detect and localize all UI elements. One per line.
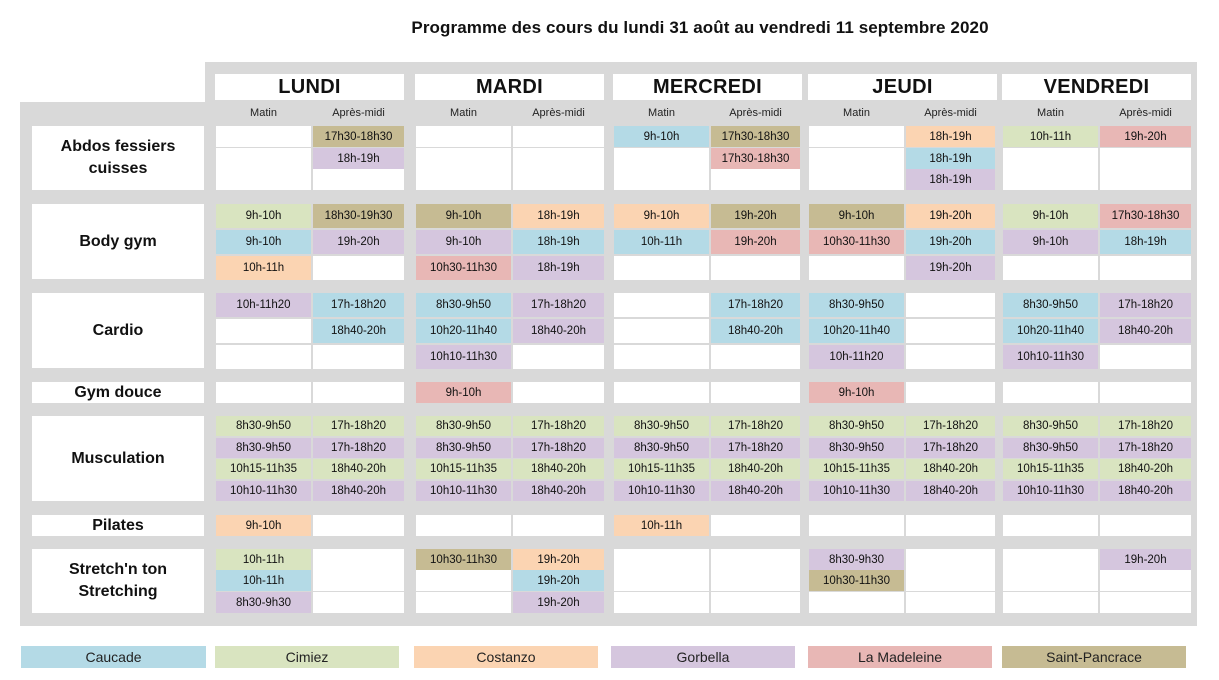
empty-cell xyxy=(906,382,995,403)
session-cell: 8h30-9h50 xyxy=(1003,438,1098,458)
empty-cell xyxy=(1100,345,1191,369)
empty-cell xyxy=(711,515,800,536)
subheader-apres-midi: Après-midi xyxy=(332,107,385,119)
session-cell: 18h-19h xyxy=(906,169,995,190)
session-cell: 10h30-11h30 xyxy=(809,570,904,591)
session-cell: 17h-18h20 xyxy=(513,438,604,458)
session-cell: 17h-18h20 xyxy=(1100,438,1191,458)
legend-item-saint-pancrace: Saint-Pancrace xyxy=(1002,646,1186,668)
empty-cell xyxy=(1003,256,1098,280)
empty-cell xyxy=(1003,549,1098,570)
empty-cell xyxy=(614,256,709,280)
session-cell: 10h20-11h40 xyxy=(416,319,511,343)
empty-cell xyxy=(1100,592,1191,613)
session-cell: 8h30-9h50 xyxy=(614,416,709,436)
session-cell: 8h30-9h50 xyxy=(416,293,511,317)
legend-item-costanzo: Costanzo xyxy=(414,646,598,668)
session-cell: 19h-20h xyxy=(513,592,604,613)
session-cell: 17h-18h20 xyxy=(711,438,800,458)
page-title: Programme des cours du lundi 31 août au vendredi 11 septembre 2020 xyxy=(411,18,989,37)
session-cell: 10h30-11h30 xyxy=(809,230,904,254)
session-cell: 19h-20h xyxy=(313,230,404,254)
session-cell: 18h-19h xyxy=(513,256,604,280)
empty-cell xyxy=(711,549,800,570)
empty-cell xyxy=(711,570,800,591)
subheader-apres-midi: Après-midi xyxy=(924,107,977,119)
session-cell: 9h-10h xyxy=(1003,204,1098,228)
empty-cell xyxy=(1100,570,1191,591)
session-cell: 18h40-20h xyxy=(711,481,800,501)
empty-cell xyxy=(614,549,709,570)
category-label: Stretch'n ton Stretching xyxy=(32,549,204,613)
session-cell: 10h-11h xyxy=(614,515,709,536)
session-cell: 18h40-20h xyxy=(1100,481,1191,501)
session-cell: 10h15-11h35 xyxy=(1003,459,1098,479)
empty-cell xyxy=(1100,148,1191,169)
session-cell: 17h30-18h30 xyxy=(711,126,800,147)
empty-cell xyxy=(216,382,311,403)
session-cell: 10h10-11h30 xyxy=(416,481,511,501)
session-cell: 9h-10h xyxy=(809,204,904,228)
session-cell: 9h-10h xyxy=(216,230,311,254)
legend-item-caucade: Caucade xyxy=(21,646,206,668)
session-cell: 10h15-11h35 xyxy=(416,459,511,479)
session-cell: 10h30-11h30 xyxy=(416,549,511,570)
session-cell: 19h-20h xyxy=(906,256,995,280)
empty-cell xyxy=(1003,382,1098,403)
empty-cell xyxy=(614,570,709,591)
empty-cell xyxy=(614,382,709,403)
empty-cell xyxy=(416,169,511,190)
empty-cell xyxy=(313,256,404,280)
legend-item-la-madeleine: La Madeleine xyxy=(808,646,992,668)
empty-cell xyxy=(614,592,709,613)
session-cell: 18h-19h xyxy=(513,230,604,254)
empty-cell xyxy=(809,126,904,147)
session-cell: 17h-18h20 xyxy=(906,416,995,436)
session-cell: 10h10-11h30 xyxy=(809,481,904,501)
empty-cell xyxy=(513,345,604,369)
subheader-apres-midi: Après-midi xyxy=(1119,107,1172,119)
session-cell: 9h-10h xyxy=(216,515,311,536)
session-cell: 18h40-20h xyxy=(313,481,404,501)
empty-cell xyxy=(216,126,311,147)
empty-cell xyxy=(906,592,995,613)
empty-cell xyxy=(809,592,904,613)
day-header-4: JEUDI xyxy=(808,74,997,100)
legend-item-cimiez: Cimiez xyxy=(215,646,399,668)
subheader-matin: Matin xyxy=(250,107,277,119)
session-cell: 10h10-11h30 xyxy=(416,345,511,369)
session-cell: 18h-19h xyxy=(906,148,995,169)
category-label: Abdos fessiers cuisses xyxy=(32,126,204,190)
empty-cell xyxy=(809,169,904,190)
session-cell: 18h40-20h xyxy=(906,481,995,501)
empty-cell xyxy=(1100,382,1191,403)
empty-cell xyxy=(809,515,904,536)
session-cell: 10h-11h xyxy=(216,570,311,591)
session-cell: 10h10-11h30 xyxy=(614,481,709,501)
empty-cell xyxy=(513,515,604,536)
session-cell: 18h40-20h xyxy=(711,459,800,479)
subheader-matin: Matin xyxy=(648,107,675,119)
empty-cell xyxy=(1100,515,1191,536)
empty-cell xyxy=(313,345,404,369)
session-cell: 8h30-9h50 xyxy=(1003,416,1098,436)
session-cell: 8h30-9h50 xyxy=(416,416,511,436)
empty-cell xyxy=(614,148,709,169)
session-cell: 9h-10h xyxy=(809,382,904,403)
empty-cell xyxy=(711,256,800,280)
empty-cell xyxy=(906,345,995,369)
empty-cell xyxy=(313,549,404,570)
session-cell: 17h-18h20 xyxy=(711,293,800,317)
empty-cell xyxy=(313,592,404,613)
category-label: Gym douce xyxy=(32,382,204,403)
session-cell: 18h-19h xyxy=(513,204,604,228)
empty-cell xyxy=(906,293,995,317)
empty-cell xyxy=(906,515,995,536)
empty-cell xyxy=(906,319,995,343)
session-cell: 19h-20h xyxy=(711,230,800,254)
day-header-2: MARDI xyxy=(415,74,604,100)
session-cell: 17h-18h20 xyxy=(1100,416,1191,436)
empty-cell xyxy=(513,148,604,169)
empty-cell xyxy=(416,126,511,147)
session-cell: 10h15-11h35 xyxy=(614,459,709,479)
empty-cell xyxy=(416,592,511,613)
session-cell: 19h-20h xyxy=(906,204,995,228)
empty-cell xyxy=(614,293,709,317)
empty-cell xyxy=(1003,570,1098,591)
day-header-1: LUNDI xyxy=(215,74,404,100)
session-cell: 9h-10h xyxy=(1003,230,1098,254)
empty-cell xyxy=(416,570,511,591)
session-cell: 8h30-9h30 xyxy=(216,592,311,613)
empty-cell xyxy=(1100,169,1191,190)
subheader-apres-midi: Après-midi xyxy=(729,107,782,119)
session-cell: 19h-20h xyxy=(1100,126,1191,147)
session-cell: 10h15-11h35 xyxy=(809,459,904,479)
session-cell: 9h-10h xyxy=(416,204,511,228)
session-cell: 8h30-9h50 xyxy=(216,416,311,436)
session-cell: 9h-10h xyxy=(614,126,709,147)
session-cell: 10h10-11h30 xyxy=(1003,481,1098,501)
empty-cell xyxy=(1100,256,1191,280)
session-cell: 10h15-11h35 xyxy=(216,459,311,479)
empty-cell xyxy=(313,570,404,591)
session-cell: 10h10-11h30 xyxy=(1003,345,1098,369)
empty-cell xyxy=(1003,515,1098,536)
session-cell: 19h-20h xyxy=(711,204,800,228)
subheader-apres-midi: Après-midi xyxy=(532,107,585,119)
session-cell: 8h30-9h50 xyxy=(216,438,311,458)
session-cell: 8h30-9h50 xyxy=(416,438,511,458)
session-cell: 10h-11h20 xyxy=(809,345,904,369)
session-cell: 8h30-9h50 xyxy=(809,438,904,458)
session-cell: 18h40-20h xyxy=(711,319,800,343)
empty-cell xyxy=(1003,169,1098,190)
session-cell: 18h40-20h xyxy=(313,319,404,343)
empty-cell xyxy=(1003,592,1098,613)
session-cell: 18h40-20h xyxy=(313,459,404,479)
empty-cell xyxy=(313,382,404,403)
session-cell: 19h-20h xyxy=(1100,549,1191,570)
subheader-matin: Matin xyxy=(1037,107,1064,119)
empty-cell xyxy=(313,169,404,190)
session-cell: 18h-19h xyxy=(1100,230,1191,254)
empty-cell xyxy=(216,319,311,343)
empty-cell xyxy=(513,382,604,403)
empty-cell xyxy=(216,148,311,169)
session-cell: 18h40-20h xyxy=(513,319,604,343)
session-cell: 8h30-9h50 xyxy=(809,416,904,436)
session-cell: 10h20-11h40 xyxy=(1003,319,1098,343)
session-cell: 18h40-20h xyxy=(1100,459,1191,479)
session-cell: 10h10-11h30 xyxy=(216,481,311,501)
session-cell: 10h-11h xyxy=(216,256,311,280)
empty-cell xyxy=(416,515,511,536)
session-cell: 9h-10h xyxy=(416,382,511,403)
empty-cell xyxy=(216,345,311,369)
session-cell: 17h30-18h30 xyxy=(1100,204,1191,228)
session-cell: 10h-11h xyxy=(216,549,311,570)
session-cell: 10h20-11h40 xyxy=(809,319,904,343)
category-label: Musculation xyxy=(32,416,204,501)
session-cell: 10h30-11h30 xyxy=(416,256,511,280)
session-cell: 9h-10h xyxy=(614,204,709,228)
session-cell: 18h40-20h xyxy=(513,481,604,501)
empty-cell xyxy=(711,345,800,369)
empty-cell xyxy=(614,319,709,343)
empty-cell xyxy=(1003,148,1098,169)
session-cell: 18h-19h xyxy=(906,126,995,147)
empty-cell xyxy=(711,592,800,613)
category-label: Body gym xyxy=(32,204,204,279)
empty-cell xyxy=(216,169,311,190)
session-cell: 8h30-9h50 xyxy=(1003,293,1098,317)
session-cell: 10h-11h xyxy=(1003,126,1098,147)
session-cell: 8h30-9h50 xyxy=(614,438,709,458)
category-label: Cardio xyxy=(32,293,204,368)
day-header-5: VENDREDI xyxy=(1002,74,1191,100)
empty-cell xyxy=(809,256,904,280)
session-cell: 17h-18h20 xyxy=(1100,293,1191,317)
empty-cell xyxy=(313,515,404,536)
empty-cell xyxy=(416,148,511,169)
session-cell: 17h-18h20 xyxy=(313,293,404,317)
session-cell: 17h-18h20 xyxy=(711,416,800,436)
session-cell: 10h-11h20 xyxy=(216,293,311,317)
category-label: Pilates xyxy=(32,515,204,536)
subheader-matin: Matin xyxy=(450,107,477,119)
session-cell: 19h-20h xyxy=(513,570,604,591)
legend-item-gorbella: Gorbella xyxy=(611,646,795,668)
session-cell: 8h30-9h50 xyxy=(809,293,904,317)
session-cell: 9h-10h xyxy=(416,230,511,254)
empty-cell xyxy=(711,169,800,190)
session-cell: 17h-18h20 xyxy=(513,293,604,317)
session-cell: 17h-18h20 xyxy=(906,438,995,458)
empty-cell xyxy=(809,148,904,169)
session-cell: 19h-20h xyxy=(513,549,604,570)
session-cell: 18h40-20h xyxy=(513,459,604,479)
session-cell: 19h-20h xyxy=(906,230,995,254)
session-cell: 18h30-19h30 xyxy=(313,204,404,228)
session-cell: 18h-19h xyxy=(313,148,404,169)
session-cell: 10h-11h xyxy=(614,230,709,254)
empty-cell xyxy=(614,345,709,369)
session-cell: 17h30-18h30 xyxy=(313,126,404,147)
empty-cell xyxy=(614,169,709,190)
empty-cell xyxy=(513,126,604,147)
session-cell: 18h40-20h xyxy=(1100,319,1191,343)
session-cell: 18h40-20h xyxy=(906,459,995,479)
empty-cell xyxy=(906,549,995,570)
session-cell: 17h-18h20 xyxy=(513,416,604,436)
session-cell: 17h-18h20 xyxy=(313,416,404,436)
session-cell: 17h30-18h30 xyxy=(711,148,800,169)
empty-cell xyxy=(906,570,995,591)
subheader-matin: Matin xyxy=(843,107,870,119)
session-cell: 8h30-9h30 xyxy=(809,549,904,570)
empty-cell xyxy=(711,382,800,403)
day-header-3: MERCREDI xyxy=(613,74,802,100)
session-cell: 17h-18h20 xyxy=(313,438,404,458)
empty-cell xyxy=(513,169,604,190)
session-cell: 9h-10h xyxy=(216,204,311,228)
